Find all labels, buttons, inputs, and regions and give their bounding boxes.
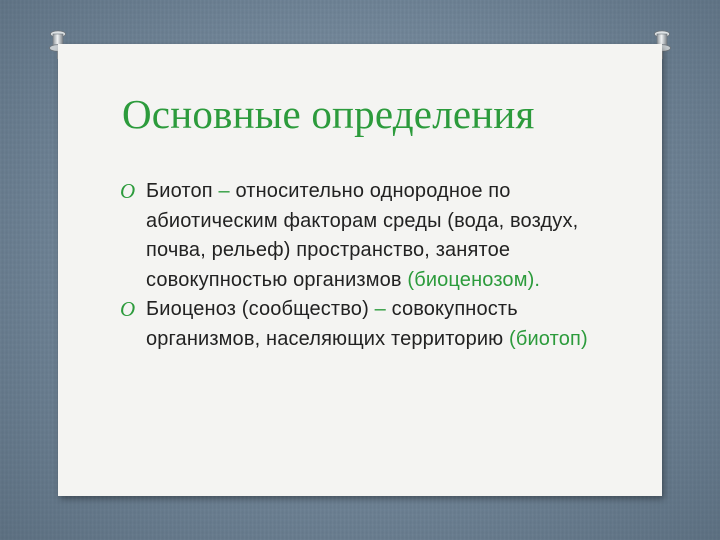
bullet-list	[120, 177, 600, 354]
bullet-marker: O	[120, 297, 136, 321]
slide-title: Основные определения	[122, 91, 535, 137]
bullet-note: (биоценозом).	[407, 268, 541, 291]
bullet-dash: –	[212, 180, 236, 202]
bullet-term: Биоценоз (сообщество)	[146, 298, 369, 320]
list-item	[120, 295, 600, 354]
slide-card	[58, 44, 662, 496]
list-item	[120, 177, 600, 295]
bullet-definition: относительно однородное по абиотическим факторам среды (вода, воздух, почва, рельеф) пространство, занятое совокупностью организмов	[146, 180, 579, 291]
bullet-term: Биотоп	[146, 180, 213, 202]
bullet-marker: O	[120, 179, 136, 203]
bullet-note: (биотоп)	[509, 327, 588, 350]
bullet-dash: –	[368, 298, 392, 320]
bullet-definition: совокупность организмов, населяющих территорию	[146, 298, 518, 350]
